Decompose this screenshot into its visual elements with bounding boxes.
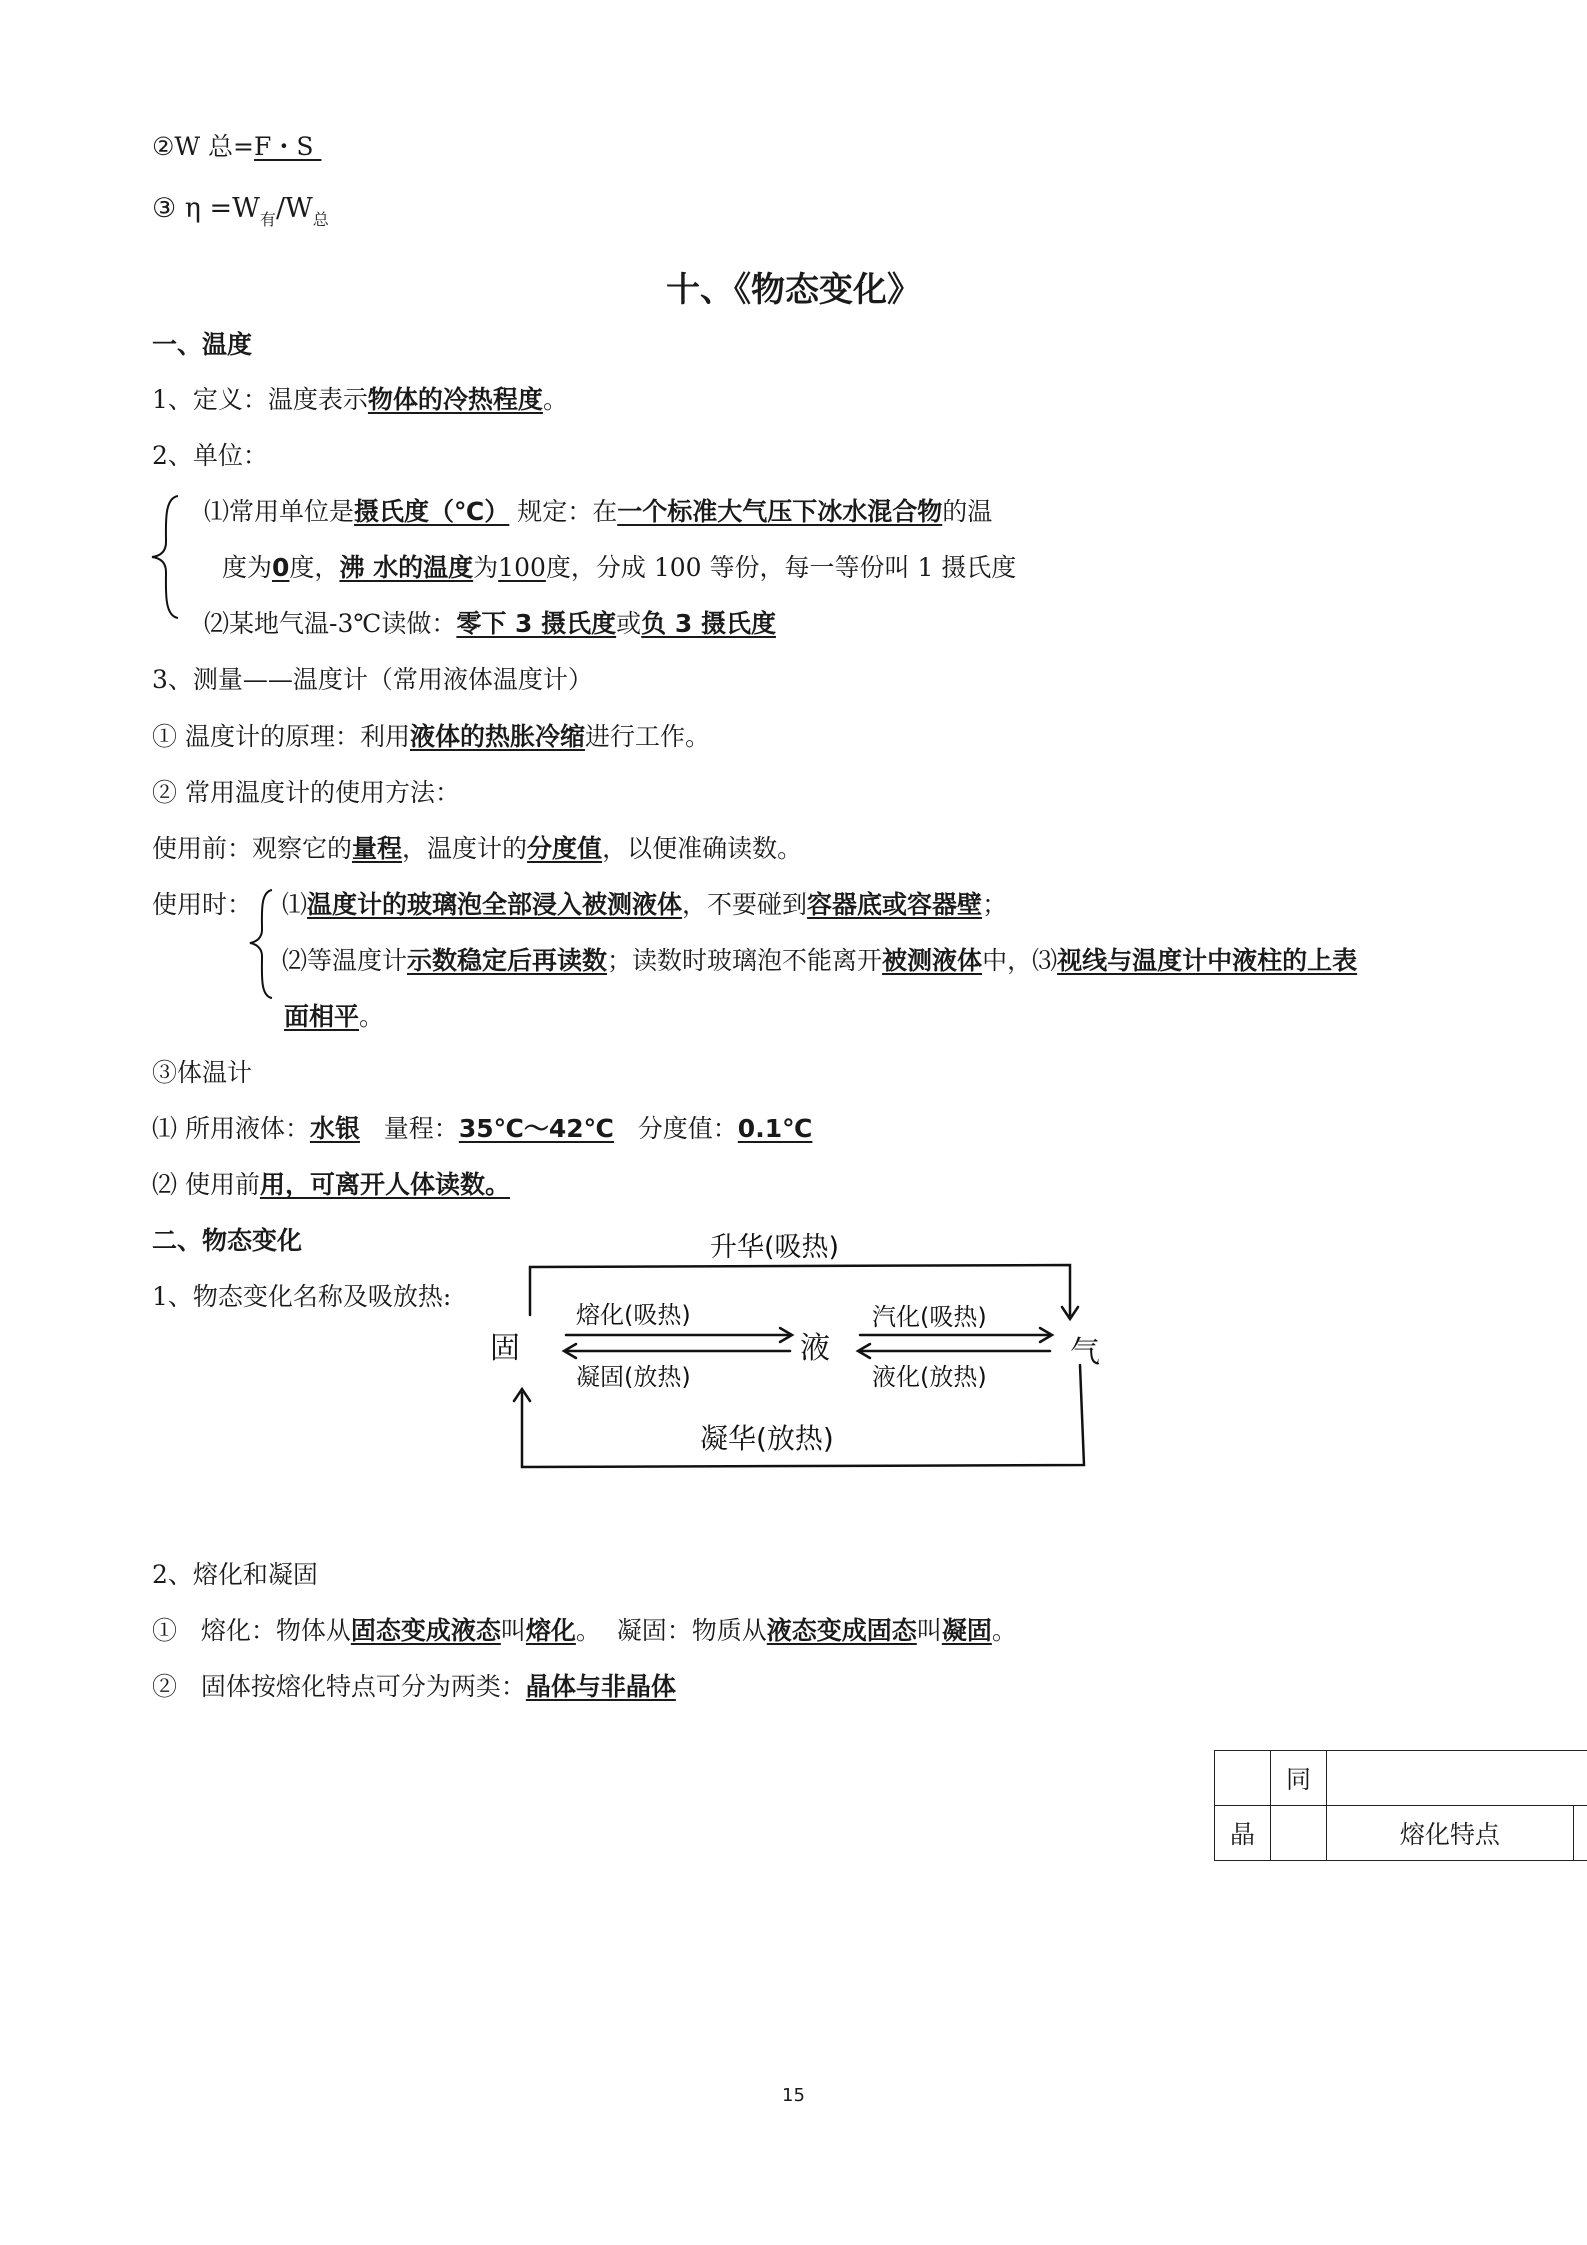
table-cell [1573, 1751, 1587, 1806]
formula-value: F・S [254, 132, 314, 161]
text: 进行工作。 [584, 722, 710, 751]
subscript-total: 总 [312, 210, 329, 229]
key-term: 摄氏度（℃） [354, 497, 510, 526]
text: 分度值： [613, 1114, 738, 1143]
text: ⑵ 使用前 [152, 1170, 260, 1199]
text: 度， [289, 553, 340, 582]
key-term: 示数稳定后再读数 [407, 946, 608, 975]
table-cell: 熔化特点 [1326, 1806, 1573, 1861]
table-cell [1573, 1806, 1587, 1861]
during-use-label: 使用时： [152, 890, 253, 919]
text: ⑴ [282, 890, 308, 919]
clinical-heading: ③体温计 [152, 1058, 253, 1087]
table-cell [1215, 1751, 1271, 1806]
key-term: 负 3 摄氏度 [641, 609, 776, 638]
table-cell [1326, 1751, 1573, 1806]
key-term: 被测液体 [882, 946, 983, 975]
clinical-line-2 [152, 1168, 510, 1202]
during-line-1 [282, 888, 1007, 922]
text: ，以便准确读数。 [602, 834, 803, 863]
text: 。 [542, 385, 568, 414]
section-heading-temperature: 一、温度 [152, 330, 253, 359]
comparison-table [1214, 1750, 1587, 1861]
label-solidification: 凝固(放热) [576, 1363, 691, 1391]
key-term: 液态变成固态 [766, 1616, 917, 1645]
formula-divider: /W [275, 193, 313, 224]
usage-brace [246, 888, 278, 1000]
text: 量程： [359, 1114, 459, 1143]
label-solid: 固 [490, 1331, 520, 1366]
clinical-line-1 [152, 1112, 812, 1146]
state-change-diagram [480, 1215, 1120, 1485]
text: ① 温度计的原理：利用 [152, 722, 410, 751]
label-liquid: 液 [800, 1331, 830, 1366]
table-cell: 同 [1270, 1751, 1326, 1806]
text: 叫 [500, 1616, 526, 1645]
formula-efficiency [152, 192, 329, 237]
text: ⑴ 所用液体： [152, 1114, 310, 1143]
key-term: 35℃～42℃ [458, 1114, 614, 1143]
label-gas: 气 [1070, 1335, 1100, 1370]
key-term: 一个标准大气压下冰水混合物 [617, 497, 943, 526]
usage-heading: ② 常用温度计的使用方法： [152, 778, 460, 807]
text: ① 熔化：物体从 [152, 1616, 351, 1645]
label-sublimation: 升华(吸热) [710, 1232, 840, 1263]
formula-eta: ③ η =W [152, 193, 260, 224]
key-term: 沸 水的温度 [339, 553, 474, 582]
text: 1、定义：温度表示 [152, 385, 368, 414]
subscript-useful: 有 [259, 210, 276, 229]
key-term: 分度值 [527, 834, 603, 863]
text: ⑵某地气温-3℃读做： [204, 609, 457, 638]
page-number: 15 [782, 2085, 805, 2106]
text: 叫 [916, 1616, 942, 1645]
before-use-line [152, 832, 802, 866]
text: 为 [473, 553, 499, 582]
key-term: 视线与温度计中液柱的上表 [1057, 946, 1358, 975]
unit-line-2 [222, 551, 1016, 585]
unit-line-1 [204, 495, 992, 529]
key-term: 熔化 [525, 1616, 576, 1645]
label-melting: 熔化(吸热) [576, 1301, 691, 1329]
key-term: 物体的冷热程度 [367, 385, 543, 414]
key-term: 面相平 [284, 1002, 360, 1031]
text: 的温 [942, 497, 993, 526]
formula-label: ②W 总= [152, 132, 255, 161]
text: 。 [359, 1002, 385, 1031]
page-title: 十、《物态变化》 [666, 270, 921, 310]
text: 度，分成 100 等份，每一等份叫 1 摄氏度 [545, 553, 1017, 582]
key-term: 凝固 [941, 1616, 992, 1645]
measure-heading: 3、测量——温度计（常用液体温度计） [152, 665, 593, 694]
key-term: 温度计的玻璃泡全部浸入被测液体 [307, 890, 683, 919]
principle-line [152, 720, 710, 754]
text: 规定：在 [509, 497, 618, 526]
table-row [1215, 1806, 1587, 1861]
text: 中，⑶ [982, 946, 1058, 975]
text: ② 固体按熔化特点可分为两类： [152, 1672, 526, 1701]
state-change-names-heading: 1、物态变化名称及吸放热: [152, 1282, 452, 1311]
key-term: 100 [498, 553, 546, 582]
table-cell: 晶 [1215, 1806, 1271, 1861]
key-term: 水银 [309, 1114, 360, 1143]
text: ⑴常用单位是 [204, 497, 355, 526]
unit-line-3 [204, 607, 776, 641]
text: 。 凝固：物质从 [575, 1616, 767, 1645]
label-liquefaction: 液化(放热) [872, 1363, 987, 1391]
key-term: 0.1℃ [737, 1114, 813, 1143]
key-term: 容器底或容器壁 [807, 890, 983, 919]
label-deposition: 凝华(放热) [700, 1422, 834, 1455]
melt-line-2 [152, 1670, 676, 1704]
text: 或 [616, 609, 642, 638]
text: 。 [991, 1616, 1017, 1645]
key-term: 零下 3 摄氏度 [456, 609, 617, 638]
table-cell [1270, 1806, 1326, 1861]
definition-line [152, 383, 568, 417]
formula-w-total [152, 130, 321, 164]
text: 度为 [222, 553, 273, 582]
key-term: 晶体与非晶体 [525, 1672, 676, 1701]
key-term: 0 [272, 553, 290, 582]
key-term: 液体的热胀冷缩 [409, 722, 585, 751]
text: ⑵等温度计 [282, 946, 408, 975]
key-term: 量程 [352, 834, 403, 863]
label-vaporization: 汽化(吸热) [872, 1303, 987, 1331]
melt-line-1 [152, 1614, 1017, 1648]
text: ； [982, 890, 1008, 919]
key-term: 固态变成液态 [350, 1616, 501, 1645]
text: ，温度计的 [402, 834, 528, 863]
during-line-2 [282, 944, 1357, 978]
unit-heading: 2、单位： [152, 441, 268, 470]
left-brace [148, 494, 184, 620]
table-row [1215, 1751, 1587, 1806]
section-heading-state-change: 二、物态变化 [152, 1226, 303, 1255]
melt-heading: 2、熔化和凝固 [152, 1560, 318, 1589]
key-term: 用，可离开人体读数。 [259, 1170, 510, 1199]
during-line-3 [284, 1000, 384, 1034]
text: 使用前：观察它的 [152, 834, 353, 863]
text: ；读数时玻璃泡不能离开 [607, 946, 883, 975]
text: ，不要碰到 [682, 890, 808, 919]
